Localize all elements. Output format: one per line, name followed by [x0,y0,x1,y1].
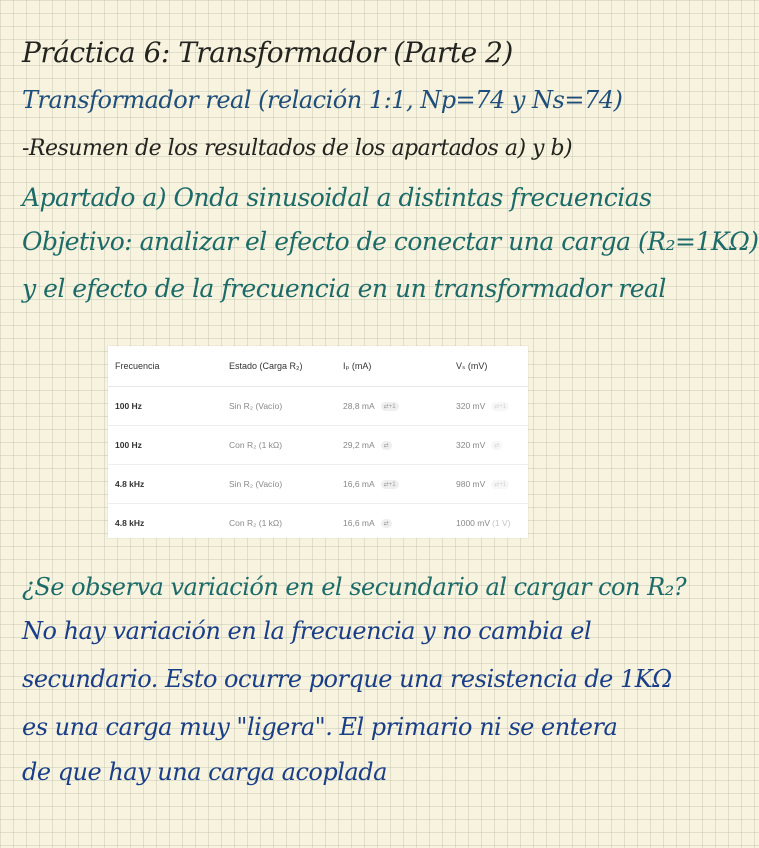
cell-vs [449,465,528,504]
cell-frequency: 100 Hz [108,387,222,426]
transformer-description: Transformador real (relación 1:1, Np=74 y Ns=74) [22,86,623,114]
header-ip: Iₚ (mA) [336,346,449,387]
answer-line: de que hay una carga acoplada [22,758,387,786]
link-chip-icon[interactable]: ⇄ [381,441,392,450]
link-chip-icon[interactable]: ⇄ [381,519,392,528]
answer-line: secundario. Esto ocurre porque una resistencia de 1KΩ [22,665,672,693]
link-chip-icon[interactable]: ⇄+1 [381,480,399,489]
cell-vs [449,504,528,543]
cell-ip [336,387,449,426]
ip-value: 29,2 mA [343,439,375,450]
header-frecuencia: Frecuencia [108,346,222,387]
cell-state: Con R₂ (1 kΩ) [229,518,283,528]
cell-state: Con R₂ (1 kΩ) [222,426,336,465]
link-chip-icon[interactable]: ⇄ [491,441,502,450]
table-row [108,504,528,543]
results-table-card [108,346,528,538]
header-estado: Estado (Carga R₂) [222,346,336,387]
cell-frequency: 4.8 kHz [108,465,222,504]
question-line: ¿Se observa variación en el secundario al cargar con R₂? [22,573,687,601]
table-row [108,465,528,504]
answer-line: es una carga muy "ligera". El primario ni se entera [22,713,618,741]
objective-line: Objetivo: analizar el efecto de conectar una carga (R₂=1KΩ) [22,227,759,256]
cell-ip [336,465,449,504]
cell-state: Sin R₂ (Vacío) [222,465,336,504]
table-row [108,426,528,465]
results-table [108,346,528,542]
link-chip-icon[interactable]: ⇄+1 [491,480,509,489]
table-row [108,387,528,426]
summary-line: -Resumen de los resultados de los apartados a) y b) [22,136,573,161]
table-header-row [108,346,528,387]
page-title: Práctica 6: Transformador (Parte 2) [22,36,513,69]
ip-value: 16,6 mA [343,517,375,528]
header-vs: Vₛ (mV) [449,346,528,387]
vs-value: 980 mV [456,478,486,489]
vs-value: 320 mV [456,439,486,450]
cell-frequency: 100 Hz [108,426,222,465]
answer-line: No hay variación en la frecuencia y no cambia el [22,617,592,645]
cell-ip [336,504,449,543]
vs-value: 1000 mV [456,518,491,528]
ip-value: 28,8 mA [343,400,375,411]
objective-line-continued: y el efecto de la frecuencia en un transformador real [22,274,666,303]
cell-vs [449,387,528,426]
cell-vs [449,426,528,465]
ip-value: 16,6 mA [343,478,375,489]
vs-value: 320 mV [456,400,486,411]
cell-frequency: 4.8 kHz [115,518,145,528]
link-chip-icon[interactable]: ⇄+1 [381,402,399,411]
cell-ip [336,426,449,465]
section-heading: Apartado a) Onda sinusoidal a distintas frecuencias [22,183,652,212]
cell-state: Sin R₂ (Vacío) [222,387,336,426]
vs-note: (1 V) [492,518,511,528]
link-chip-icon[interactable]: ⇄+1 [491,402,509,411]
